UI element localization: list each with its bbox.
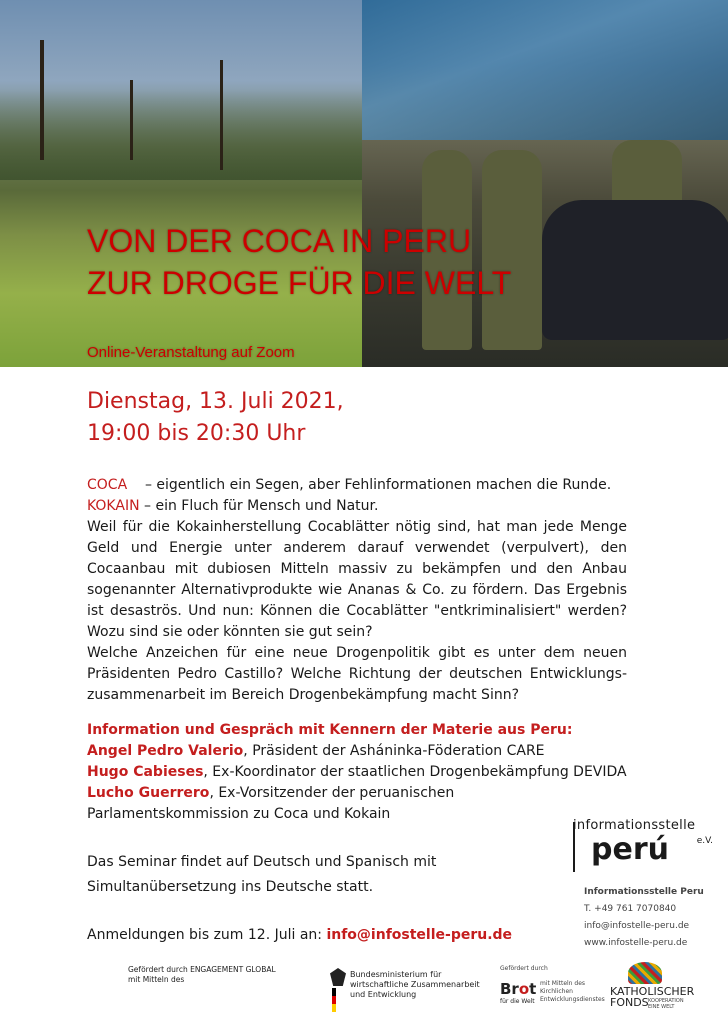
speaker-role: , Ex-Vorsitzender der peruanischen Parlamentskommission zu Coca und Kokain <box>87 785 455 822</box>
brot-sub-text: für die Welt <box>500 998 535 1005</box>
photo-tree-trunk <box>40 40 44 160</box>
spacer <box>87 706 627 720</box>
brot-name-part: o <box>518 980 530 998</box>
funders-bar <box>0 960 728 1030</box>
engagement-line: Gefördert durch ENGAGEMENT GLOBAL <box>128 965 276 974</box>
registration-email-link[interactable]: info@infostelle-peru.de <box>326 927 513 943</box>
bmz-line: Bundesministerium für <box>350 970 442 979</box>
seminar-line: Das Seminar findet auf Deutsch und Spanisch mit <box>87 854 437 870</box>
event-subtitle: Online-Veranstaltung auf Zoom <box>87 344 295 361</box>
brot-name-part: Br <box>500 980 519 998</box>
coca-line <box>87 475 627 496</box>
registration-text: Anmeldungen bis zum 12. Juli an: <box>87 927 327 943</box>
event-date <box>87 386 344 450</box>
katholischer-fonds-logo <box>608 962 695 1022</box>
infostelle-peru-logo <box>573 818 713 878</box>
brot-small-text: Gefördert durch <box>500 965 548 972</box>
kokain-line <box>87 496 627 517</box>
speaker-line <box>87 783 617 825</box>
speaker-name: Lucho Guerrero <box>87 785 210 801</box>
coca-text: – eigentlich ein Segen, aber Fehlinformationen machen die Runde. <box>144 477 612 493</box>
event-date-line: Dienstag, 13. Juli 2021, <box>87 389 344 414</box>
engagement-line: mit Mitteln des <box>128 975 185 984</box>
speaker-role: , Präsident der Asháninka-Föderation CARE <box>243 743 545 759</box>
photo-tarp <box>362 0 728 140</box>
deforestation-photo <box>0 0 362 367</box>
contact-block <box>584 884 704 952</box>
contact-name: Informationsstelle Peru <box>584 887 704 897</box>
photo-tree-trunk <box>130 80 133 160</box>
coca-label: COCA <box>87 477 128 493</box>
contact-phone: T. +49 761 7070840 <box>584 904 677 914</box>
brot-name <box>500 980 536 998</box>
photo-tree-trunk <box>220 60 223 170</box>
event-title-line2: ZUR DROGE FÜR DIE WELT <box>87 265 512 301</box>
seminar-line: Simultanübersetzung ins Deutsche statt. <box>87 879 374 895</box>
hero-banner <box>0 0 728 367</box>
event-title <box>87 220 511 304</box>
speaker-line <box>87 762 627 783</box>
kokain-label: KOKAIN <box>87 498 140 514</box>
logo-main-text: perú <box>591 832 669 867</box>
event-description <box>87 475 627 825</box>
fonds-line: FONDS <box>610 996 649 1009</box>
contact-web-link[interactable]: www.infostelle-peru.de <box>584 938 688 948</box>
photo-sack <box>542 200 728 340</box>
speaker-line <box>87 741 627 762</box>
police-coca-photo <box>362 0 728 367</box>
logo-ev-text: e.V. <box>696 836 713 846</box>
event-time-line: 19:00 bis 20:30 Uhr <box>87 421 306 446</box>
seminar-note <box>87 850 487 900</box>
speaker-name: Angel Pedro Valerio <box>87 743 244 759</box>
fonds-sub: KOOPERATION EINE WELT <box>648 998 684 1010</box>
bmz-line: und Entwicklung <box>350 990 417 999</box>
kokain-text: – ein Fluch für Mensch und Natur. <box>144 498 379 514</box>
registration-line <box>87 927 512 943</box>
speaker-name: Hugo Cabieses <box>87 764 204 780</box>
logo-top-text: informationsstelle <box>573 818 696 833</box>
brot-desc-text: mit Mitteln des Kirchlichen Entwicklungsdienstes <box>540 980 605 1003</box>
paragraph-1: Weil für die Kokainherstellung Cocablätter nötig sind, hat man jede Menge Geld und Energie unter anderem darauf verwendet (verpulvert), den Cocaanbau mit dubiosen Mitteln massiv zu bekämpfen und den Anbau sogenannter Alternativprodukte wie Ananas & Co. zu fördern. Das Ergebnis ist desaströs. Und nun: Können die Cocablätter "entkriminalisiert" werden? Wozu sind sie oder könnten sie gut sein? <box>87 519 627 640</box>
photo-ridge <box>0 90 362 180</box>
fonds-emblem-icon <box>628 962 662 984</box>
brot-name-part: t <box>529 980 537 998</box>
fonds-line: KATHOLISCHER <box>610 985 695 998</box>
contact-email-link[interactable]: info@infostelle-peru.de <box>584 921 690 931</box>
federal-eagle-icon <box>330 968 346 986</box>
speaker-role: , Ex-Koordinator der staatlichen Drogenbekämpfung DEVIDA <box>203 764 627 780</box>
german-flag-icon <box>332 988 336 1012</box>
engagement-global-credit <box>128 965 276 985</box>
bmz-text <box>350 970 510 1000</box>
bmz-line: wirtschaftliche Zusammenarbeit <box>350 980 480 989</box>
event-title-line1: VON DER COCA IN PERU <box>87 223 472 259</box>
speakers-heading: Information und Gespräch mit Kennern der Materie aus Peru: <box>87 722 573 738</box>
paragraph-2: Welche Anzeichen für eine neue Drogenpolitik gibt es unter dem neuen Präsidenten Pedro Castillo? Welche Richtung der deutschen Entwicklungs-zusammenarbeit im Bereich Drogenbekämpfung macht Sinn? <box>87 645 627 703</box>
